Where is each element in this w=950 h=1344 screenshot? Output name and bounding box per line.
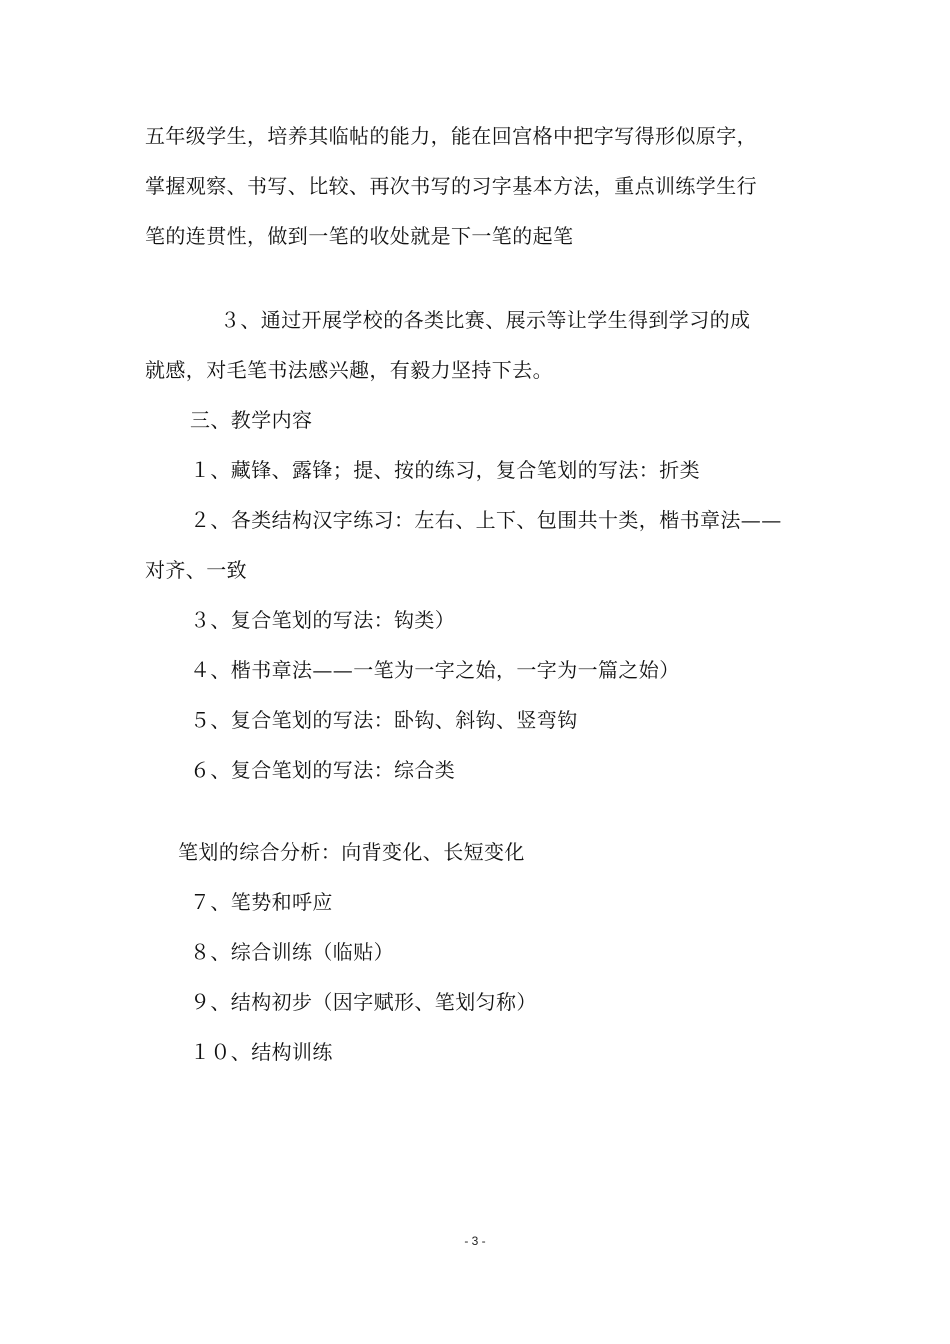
- content-item-8: ８、综合训练（临贴）: [190, 940, 394, 964]
- paragraph-line-3: 笔的连贯性，做到一笔的收处就是下一笔的起笔: [145, 224, 574, 248]
- goal-3-line-1: ３、通过开展学校的各类比赛、展示等让学生得到学习的成: [220, 308, 751, 332]
- content-item-1: １、藏锋、露锋；提、按的练习，复合笔划的写法：折类: [190, 458, 700, 482]
- section-heading: 三、教学内容: [190, 408, 313, 432]
- paragraph-line-1: 五年级学生，培养其临帖的能力，能在回宫格中把字写得形似原字，: [145, 124, 757, 148]
- content-item-7: ７、笔势和呼应: [190, 890, 333, 914]
- content-item-4: ４、楷书章法——一笔为一字之始，一字为一篇之始）: [190, 658, 680, 682]
- stroke-analysis-line: 笔划的综合分析：向背变化、长短变化: [178, 840, 525, 864]
- content-item-6: ６、复合笔划的写法：综合类: [190, 758, 456, 782]
- content-item-3: ３、复合笔划的写法：钩类）: [190, 608, 456, 632]
- paragraph-line-2: 掌握观察、书写、比较、再次书写的习字基本方法，重点训练学生行: [145, 174, 757, 198]
- content-item-9: ９、结构初步（因字赋形、笔划匀称）: [190, 990, 537, 1014]
- goal-3-line-2: 就感，对毛笔书法感兴趣，有毅力坚持下去。: [145, 358, 553, 382]
- page-number: - 3 -: [464, 1234, 486, 1248]
- content-item-2-continued: 对齐、一致: [145, 558, 247, 582]
- content-item-2: ２、各类结构汉字练习：左右、上下、包围共十类，楷书章法——: [190, 508, 782, 532]
- content-item-10: １０、结构训练: [190, 1040, 333, 1064]
- content-item-5: ５、复合笔划的写法：卧钩、斜钩、竖弯钩: [190, 708, 578, 732]
